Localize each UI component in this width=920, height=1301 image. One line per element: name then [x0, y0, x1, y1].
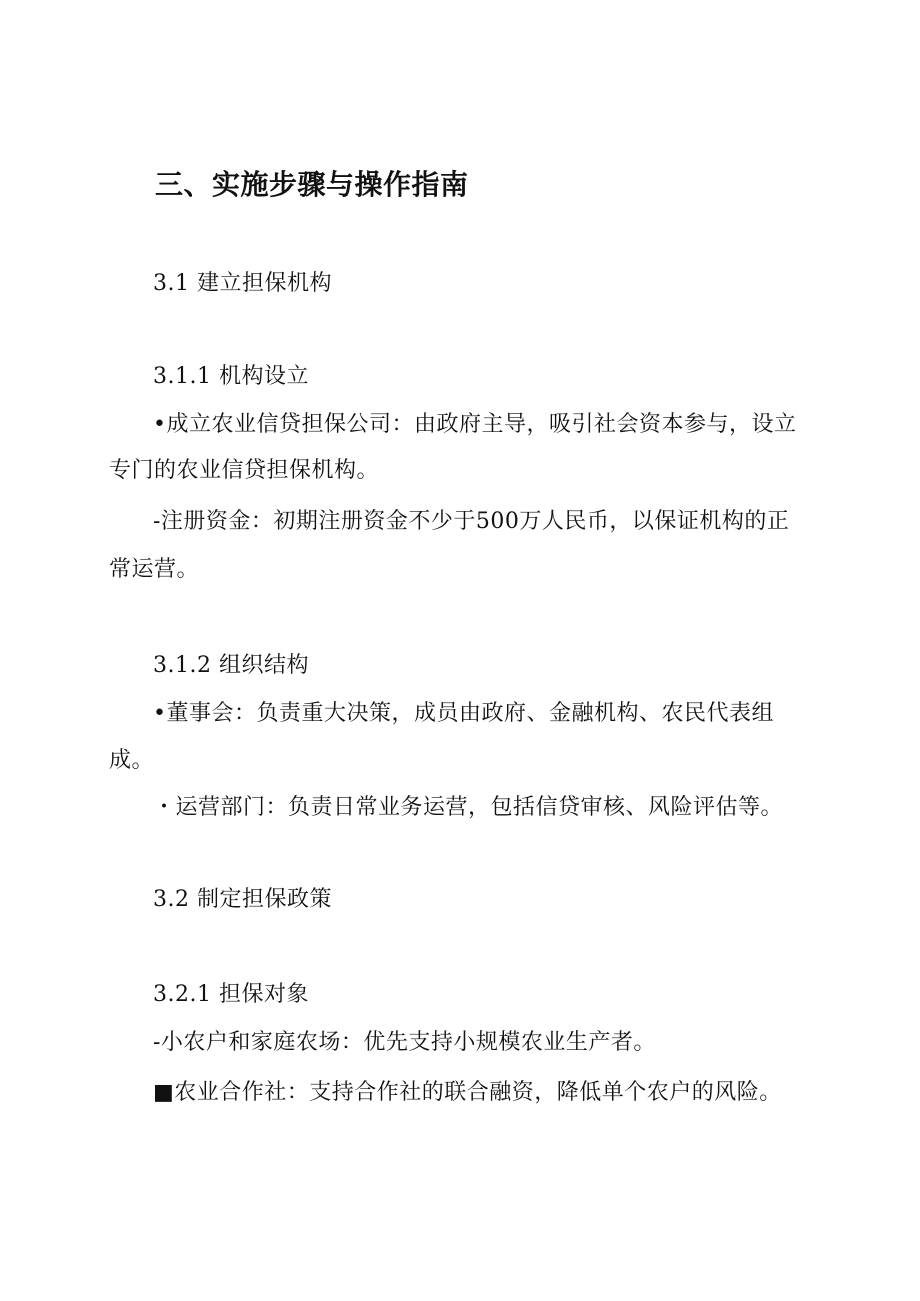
paragraph-line: 专门的农业信贷担保机构。	[109, 458, 380, 483]
paragraph-line: 成。	[109, 748, 155, 773]
heading-3-2-1: 3.2.1 担保对象	[153, 982, 309, 1007]
paragraph-line: ・运营部门：负责日常业务运营，包括信贷审核、风险评估等。	[153, 795, 784, 820]
section-title: 三、实施步骤与操作指南	[155, 168, 469, 201]
paragraph-line: 常运营。	[109, 557, 200, 582]
heading-3-2: 3.2 制定担保政策	[153, 887, 332, 912]
heading-3-1-2: 3.1.2 组织结构	[153, 653, 309, 678]
heading-3-1-1: 3.1.1 机构设立	[153, 364, 309, 389]
paragraph-line: -小农户和家庭农场：优先支持小规模农业生产者。	[153, 1030, 656, 1055]
heading-3-1: 3.1 建立担保机构	[153, 271, 332, 296]
paragraph-line: ■农业合作社：支持合作社的联合融资，降低单个农户的风险。	[153, 1080, 782, 1105]
paragraph-line: •成立农业信贷担保公司：由政府主导，吸引社会资本参与，设立	[153, 412, 797, 437]
paragraph-line: •董事会：负责重大决策，成员由政府、金融机构、农民代表组	[153, 701, 774, 726]
paragraph-line: -注册资金：初期注册资金不少于500万人民币，以保证机构的正	[153, 509, 790, 534]
